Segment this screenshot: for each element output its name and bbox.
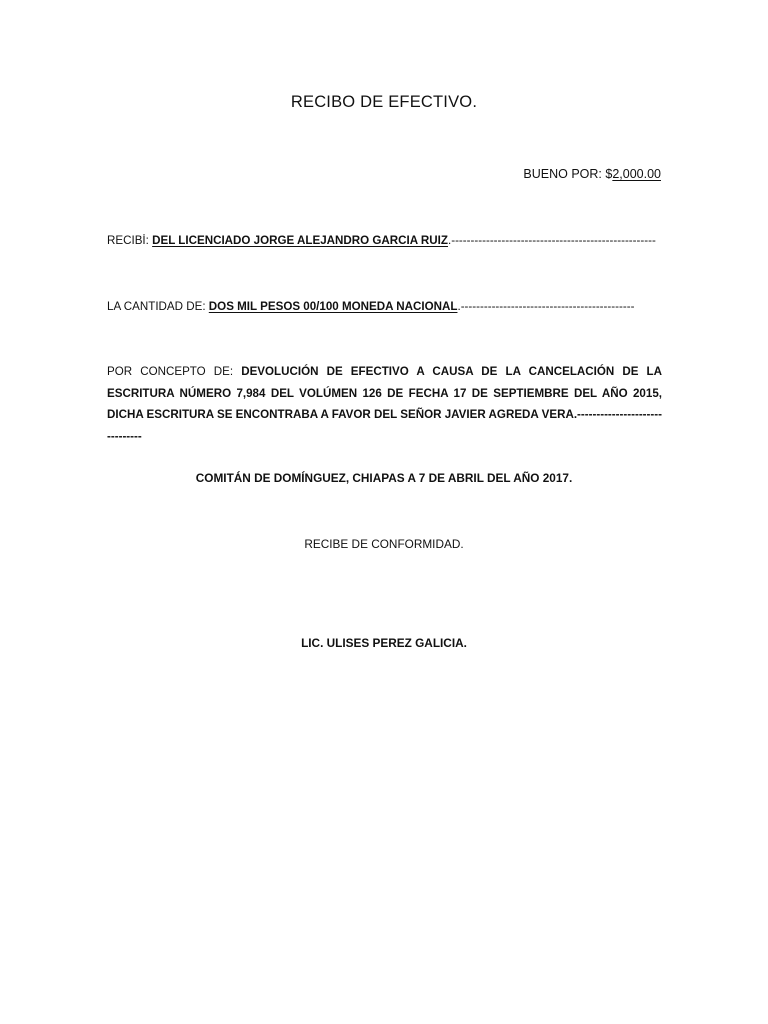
place-date: COMITÁN DE DOMÍNGUEZ, CHIAPAS A 7 DE ABRIL DEL AÑO 2017. (195, 471, 573, 485)
signatory-name: LIC. ULISES PEREZ GALICIA. (301, 636, 467, 650)
quantity-value: DOS MIL PESOS 00/100 MONEDA NACIONAL (208, 300, 458, 313)
received-from-value: DEL LICENCIADO JORGE ALEJANDRO GARCIA RUIZ (152, 234, 448, 247)
concept-paragraph (107, 361, 662, 447)
document-title: RECIBO DE EFECTIVO. (290, 93, 478, 111)
received-from-label: RECIBÍ: (107, 234, 153, 247)
concept-value: DEVOLUCIÓN DE EFECTIVO A CAUSA DE LA CANCELACIÓN DE LA ESCRITURA NÚMERO 7,984 DEL VOLÚMEN 126 DE FECHA 17 DE SEPTIEMBRE DEL AÑO 2015, DICHA ESCRITURA SE ENCONTRABA A FAVOR DEL SEÑOR JAVIER AGREDA VERA (107, 365, 662, 421)
amount-line (523, 167, 661, 181)
concept-trail: .------------------------------- (107, 408, 662, 443)
concept-label: POR CONCEPTO DE: (107, 365, 242, 378)
amount-value: 2,000.00 (612, 167, 661, 181)
amount-label: BUENO POR: $ (523, 167, 613, 181)
quantity-label: LA CANTIDAD DE: (107, 300, 209, 313)
quantity-trail: .--------------------------------------------- (457, 300, 635, 313)
received-from-trail: .----------------------------------------------------- (447, 234, 656, 247)
received-from-line (107, 234, 662, 247)
quantity-line (107, 300, 662, 313)
conformity-text: RECIBE DE CONFORMIDAD. (304, 537, 464, 551)
